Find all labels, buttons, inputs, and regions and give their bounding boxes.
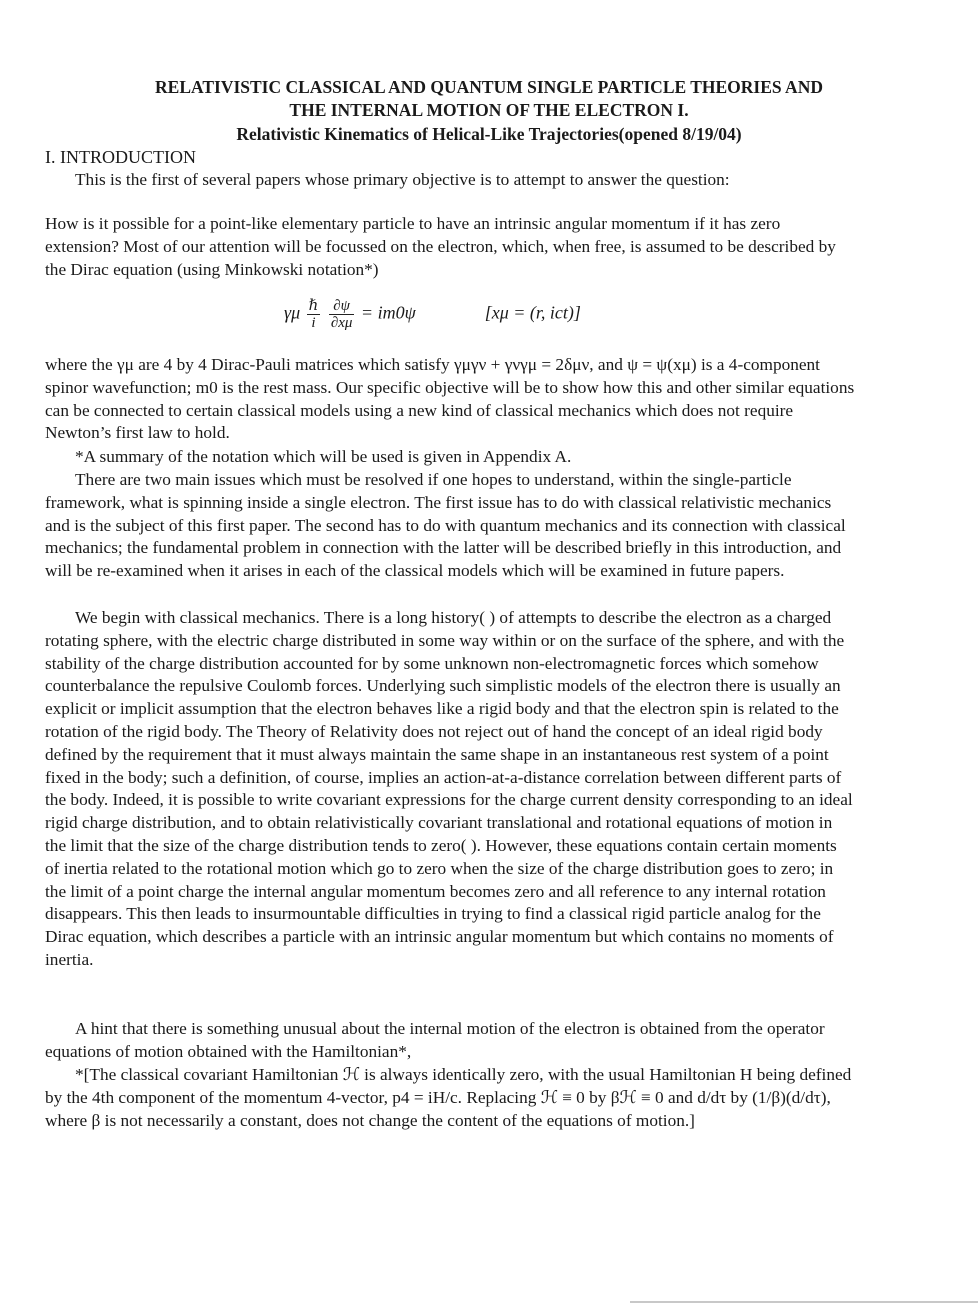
eq-frac1-numerator: ℏ [308, 298, 319, 314]
paragraph-classical-mechanics: We begin with classical mechanics. There is a long history( ) of attempts to describe the electron as a charged rotating sphere, with the electric charge distributed in some way within or on the surface of the sphere, and with the stability of the charge distribution accounted for by some unknown non-electromagnetic forces which somehow counterbalance the repulsive Coulomb forces. Underlying such simplistic models of the electron there is usually an explicit or implicit assumption that the electron behaves like a rigid body and that the electron spin is related to the rotation of the rigid body. The Theory of Relativity does not reject out of hand the concept of an ideal rigid body defined by the requirement that it must always maintain the same shape in an instantaneous rest system of a point fixed in the body; such a definition, of course, implies an action-at-a-distance correlation between different parts of the body. Indeed, it is possible to write covariant expressions for the charge current density corresponding to an ideal rigid charge distribution, and to obtain relativistically covariant translational and rotational equations of motion in the limit that the size of the charge distribution tends to zero( ). However, these equations contain certain moments of inertia related to the rotational motion which go to zero when the size of the charge distribution goes to zero; in the limit of a point charge the internal angular momentum becomes zero and all reference to any internal rotation disappears. This then leads to insurmountable difficulties in trying to find a classical rigid particle analog for the Dirac equation, which describes a particle with an intrinsic angular momentum but which contains no moments of inertia. [45, 608, 853, 969]
paragraph-dirac-matrices: where the γμ are 4 by 4 Dirac-Pauli matrices which satisfy γμγν + γνγμ = 2δμν, and ψ = ψ(xμ) is a 4-component spinor wavefunction; m0 is the rest mass. Our specific objective will be to show how this and other similar equations can be connected to certain classical models using a new kind of classical mechanics which does not require Newton’s first law to hold. [45, 355, 855, 443]
paragraph-question: How is it possible for a point-like elementary particle to have an intrinsic angular momentum if it has zero extension? Most of our attention will be focussed on the electron, which, when free, is assumed to be described by the Dirac equation (using Minkowski notation*) [45, 214, 836, 279]
section-heading: I. INTRODUCTION [45, 147, 196, 167]
footnote-hamiltonian: *[The classical covariant Hamiltonian ℋ is always identically zero, with the usual Hamiltonian H being defined by the 4th component of the momentum 4-vector, p4 = iH/c. Replacing ℋ ≡ 0 by βℋ ≡ 0 and d/dτ by (1/β)(d/dτ), where β is not necessarily a constant, does not change the content of the equations of motion.] [45, 1065, 852, 1130]
eq-frac1-denominator: i [311, 315, 316, 331]
paper-title-line-2: THE INTERNAL MOTION OF THE ELECTRON I. [289, 100, 689, 120]
eq-fraction-hbar-over-i [307, 298, 321, 331]
page-bottom-rule [630, 1301, 978, 1303]
paper-subtitle: Relativistic Kinematics of Helical-Like Trajectories(opened 8/19/04) [236, 124, 742, 144]
eq-gamma: γμ [284, 302, 301, 323]
paper-title-line-1: RELATIVISTIC CLASSICAL AND QUANTUM SINGLE PARTICLE THEORIES AND [155, 77, 823, 97]
paragraph-hint: A hint that there is something unusual about the internal motion of the electron is obtained from the operator equations of motion obtained with the Hamiltonian*, [45, 1019, 825, 1061]
eq-fraction-partial [329, 298, 355, 331]
eq-frac2-numerator: ∂ψ [329, 298, 355, 315]
dirac-equation [284, 298, 581, 331]
footnote-notation: *A summary of the notation which will be used is given in Appendix A. [75, 447, 572, 466]
eq-right-hand-side: = im0ψ [360, 302, 416, 323]
eq-frac2-denominator: ∂xμ [330, 315, 353, 331]
eq-coordinate-definition: [xμ = (r, ict)] [484, 302, 581, 323]
paragraph-main-issues: There are two main issues which must be resolved if one hopes to understand, within the single-particle framework, what is spinning inside a single electron. The first issue has to do with classical relativistic mechanics and is the subject of this first paper. The second has to do with quantum mechanics and its connection with classical mechanics; the fundamental problem in connection with the latter will be described briefly in this introduction, and will be re-examined when it arises in each of the classical models which will be examined in future papers. [45, 470, 846, 581]
paragraph-intro: This is the first of several papers whose primary objective is to attempt to answer the question: [75, 170, 730, 189]
